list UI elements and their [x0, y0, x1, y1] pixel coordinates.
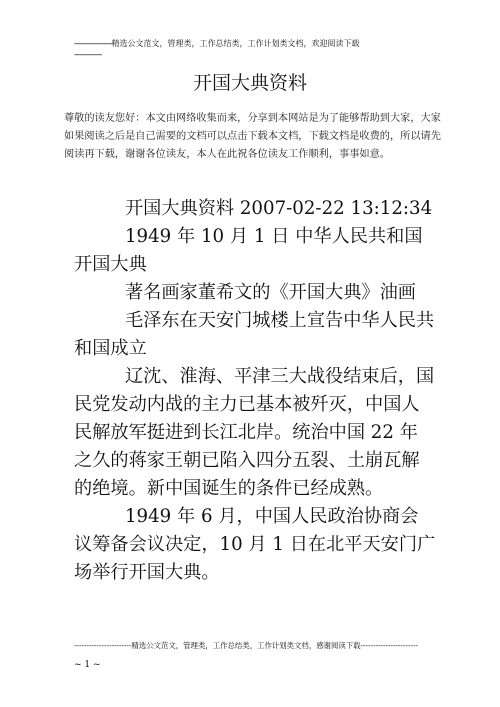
header-dashes-trail: ---------------- [74, 50, 102, 59]
body-paragraph: 毛泽东在天安门城楼上宣告中华人民共和国成立 [74, 310, 435, 359]
page-header [74, 38, 434, 60]
body-paragraph: 辽沈、淮海、平津三大战役结束后，国民党发动内战的主力已基本被歼灭，中国人民解放军挺进到长江北岸。统治中国 22 年之久的蒋家王朝已陷入四分五裂、土崩瓦解的绝境。新中国诞生的条件已经成熟。 [74, 366, 435, 499]
header-text: 精选公文范文，管理类，工作总结类，工作计划类文档，欢迎阅读下载 [111, 39, 360, 48]
body-paragraph: 1949 年 10 月 1 日 中华人民共和国开国大典 [74, 226, 423, 275]
header-dashes-lead: ---------------------- [74, 39, 112, 48]
body-paragraph: 开国大典资料 2007-02-22 13:12:34 [124, 198, 433, 219]
page-number: ~ 1 ~ [74, 660, 101, 670]
document-body [74, 195, 436, 587]
document-title: 开国大典资料 [192, 72, 307, 94]
reader-notice: 尊敬的读友您好：本文由网络收集而来，分享到本网站是为了能够帮助到大家，大家如果阅读之后是自己需要的文档可以点击下载本文档，下载文档是收费的，所以请先阅读再下载，谢谢各位读友，本人在此祝各位读友工作顺利，事事如意。 [64, 113, 441, 160]
body-paragraph: 著名画家董希文的《开国大典》油画 [124, 282, 416, 303]
page-footer: -----------------------精选公文范文，管理类，工作总结类，工作计划类文档，感谢阅读下载----------------------- [74, 641, 418, 650]
body-paragraph: 1949 年 6 月，中国人民政治协商会议筹备会议决定，10 月 1 日在北平天安门广场举行开国大典。 [74, 506, 436, 583]
